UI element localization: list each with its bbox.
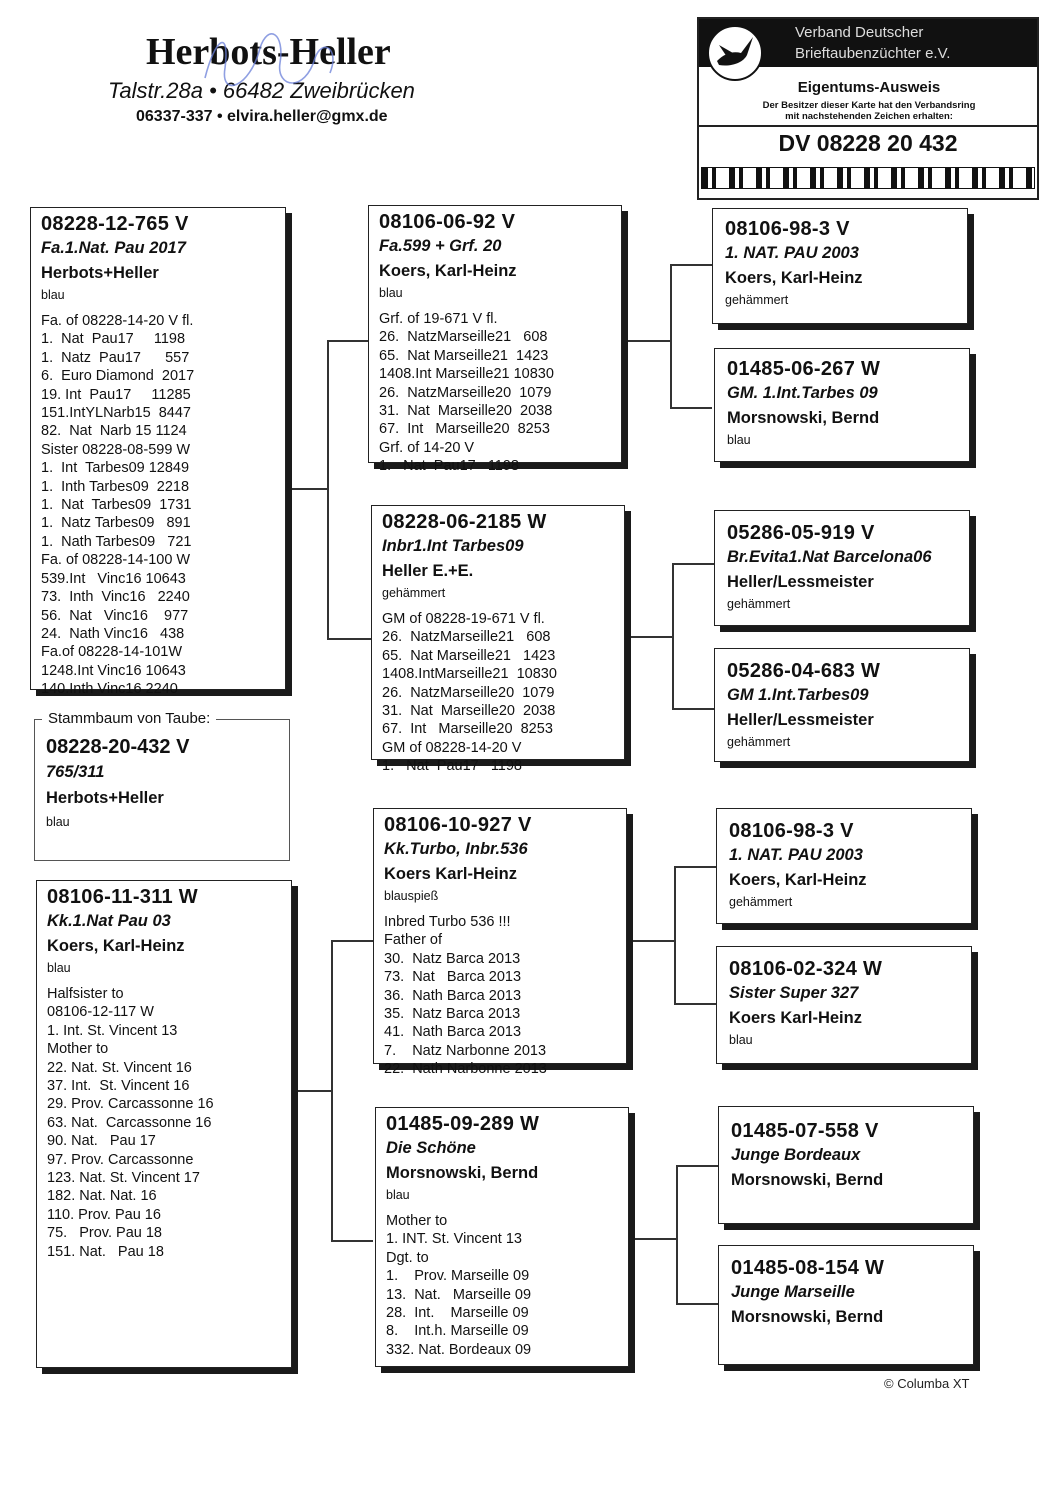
color-label: blau (386, 1188, 410, 1202)
connector (672, 563, 714, 565)
performance-notes: Mother to 1. INT. St. Vincent 13 Dgt. to 1. Prov. Marseille 09 13. Nat. Marseille 09 28. Int. Marseille 09 8. Int.h. Marseille 09 332. Nat. Bordeaux 09 (386, 1213, 532, 1358)
pigeon-title: Junge Marseille (731, 1283, 855, 1301)
pedigree-box-mother (36, 880, 292, 1368)
connector (633, 1238, 677, 1240)
color-label: blau (727, 433, 751, 447)
owner-name: Koers, Karl-Heinz (729, 871, 867, 889)
connector (631, 940, 675, 942)
performance-notes: Fa. of 08228-14-20 V fl. 1. Nat Pau17 1198 1. Natz Pau17 557 6. Euro Diamond 2017 19. Int Pau17 11285 151.IntYLNarb15 8447 82. Nat Narb 15 1124 Sister 08228-08-599 W 1. Int Tarbes09 12849 1. Inth Tarbes09 2218 1. Nat Tarbes09 1731 1. Natz Tarbes09 891 1. Nath Tarbes09 721 Fa. of 08228-14-100 W 539.Int Vinc16 10643 73. Inth Vinc16 2240 56. Nat Vinc16 977 24. Nath Vinc16 438 Fa.of 08228-14-101W 1248.Int Vinc16 10643 140.Inth Vinc16 2240 (41, 313, 195, 698)
owner-name: Heller/Lessmeister (727, 573, 874, 591)
connector (674, 866, 676, 1004)
connector (331, 940, 333, 1241)
connector (670, 407, 712, 409)
owner-name: Morsnowski, Bernd (727, 409, 880, 427)
card-divider (699, 125, 1037, 127)
pigeon-title: Fa.1.Nat. Pau 2017 (41, 239, 186, 257)
ring-number: 01485-09-289 W (386, 1113, 540, 1135)
performance-notes: Inbred Turbo 536 !!! Father of 30. Natz Barca 2013 73. Nat Barca 2013 36. Nath Barca 2013 35. Natz Barca 2013 41. Nath Barca 2013 7. Natz Narbonne 2013 22. Nath Narbonne 2013 (384, 914, 547, 1078)
color-label: blau (729, 1033, 753, 1047)
copyright: © Columba XT (884, 1376, 970, 1391)
pedigree-box-fm (371, 505, 625, 775)
ring-number: 05286-05-919 V (727, 522, 875, 544)
card-pattern-band (701, 167, 1035, 189)
ownership-card (697, 17, 1039, 200)
color-label: gehämmert (729, 895, 793, 909)
performance-notes: GM of 08228-19-671 V fl. 26. NatzMarseille21 608 65. Nat Marseille21 1423 1408.IntMarseille21 10830 26. NatzMarseille20 1079 31. Nat Marseille20 2038 67. Int Marseille20 8253 GM of 08228-14-20 V 1. Nat Pau17 1198 (382, 611, 557, 775)
pedigree-box-mm (375, 1107, 629, 1367)
pigeon-title: GM 1.Int.Tarbes09 (727, 686, 869, 704)
pigeon-title: Sister Super 327 (729, 984, 859, 1002)
pigeon-title: 1. NAT. PAU 2003 (725, 244, 859, 262)
owner-name: Koers Karl-Heinz (729, 1009, 862, 1027)
connector (327, 638, 371, 640)
connector (674, 1003, 716, 1005)
performance-notes: Grf. of 19-671 V fl. 26. NatzMarseille21 608 65. Nat Marseille21 1423 1408.Int Marseille21 10830 26. NatzMarseille20 1079 31. Nat Marseille20 2038 67. Int Marseille20 8253 Grf. of 14-20 V 1. Nat Pau17 1198 (379, 311, 554, 475)
pigeon-title: Br.Evita1.Nat Barcelona06 (727, 548, 932, 566)
owner-name: Heller/Lessmeister (727, 711, 874, 729)
color-label: gehämmert (725, 293, 789, 307)
connector (327, 340, 371, 342)
owner-name: Morsnowski, Bernd (386, 1164, 539, 1182)
subject-label: Stammbaum von Taube: (42, 710, 216, 727)
connector (672, 708, 714, 710)
owner-name: Morsnowski, Bernd (731, 1171, 884, 1189)
color-label: gehämmert (727, 735, 791, 749)
ring-number: 08106-06-92 V (379, 211, 516, 233)
ring-number: 08106-02-324 W (729, 958, 883, 980)
pedigree-box-ff (368, 205, 622, 475)
connector (672, 563, 674, 709)
connector (296, 1090, 332, 1092)
card-org-line2: Brieftaubenzüchter e.V. (795, 45, 951, 62)
ring-number: 08106-10-927 V (384, 814, 532, 836)
card-org-line1: Verband Deutscher (795, 24, 924, 41)
color-label: blauspieß (384, 889, 439, 903)
pedigree-box-fff (712, 208, 968, 324)
pigeon-title: Inbr1.Int Tarbes09 (382, 537, 524, 555)
color-label: blau (41, 288, 65, 302)
color-label: blau (47, 961, 71, 975)
ring-number: 08106-98-3 V (725, 218, 850, 240)
pedigree-box-ffm (714, 348, 970, 462)
pedigree-box-mf (373, 808, 627, 1078)
connector (327, 340, 329, 639)
owner-name: Heller E.+E. (382, 562, 474, 580)
connector (627, 340, 671, 342)
ring-number: 08106-98-3 V (729, 820, 854, 842)
connector (670, 264, 672, 408)
owner-name: Herbots+Heller (41, 264, 159, 282)
breeder-contact: 06337-337 • elvira.heller@gmx.de (136, 108, 388, 125)
card-title: Eigentums-Ausweis (797, 79, 941, 96)
pigeon-title: Fa.599 + Grf. 20 (379, 237, 502, 255)
performance-notes: Halfsister to 08106-12-117 W 1. Int. St. Vincent 13 Mother to 22. Nat. St. Vincent 16 37. Int. St. Vincent 16 29. Prov. Carcassonne 16 63. Nat. Carcassonne 16 90. Nat. Pau 17 97. Prov. Carcassonne 123. Nat. St. Vincent 17 182. Nat. Nat. 16 110. Prov. Pau 16 75. Prov. Pau 18 151. Nat. Pau 18 (47, 986, 214, 1260)
pigeon-title: Die Schöne (386, 1139, 476, 1157)
pedigree-box-mfm (716, 946, 972, 1064)
pedigree-box-mmf (718, 1106, 974, 1224)
owner-name: Koers Karl-Heinz (384, 865, 517, 883)
pigeon-title: Junge Bordeaux (731, 1146, 861, 1164)
pedigree-box-father (30, 207, 286, 698)
signature-scribble (190, 18, 360, 113)
connector (674, 866, 716, 868)
pedigree-box-mff (716, 808, 972, 924)
pigeon-title: 1. NAT. PAU 2003 (729, 846, 863, 864)
connector (290, 488, 328, 490)
ring-number: 01485-07-558 V (731, 1120, 879, 1142)
pigeon-title: Kk.1.Nat Pau 03 (47, 912, 171, 930)
ring-number: 01485-06-267 W (727, 358, 881, 380)
color-label: gehämmert (382, 586, 446, 600)
pedigree-box-mmm (718, 1245, 974, 1365)
subject-ring: 08228-20-432 V (46, 736, 190, 758)
ring-number: 08228-06-2185 W (382, 511, 547, 533)
ring-number: 08228-12-765 V (41, 213, 189, 235)
subject-title: 765/311 (46, 763, 105, 781)
color-label: blau (379, 286, 403, 300)
breeder-address: Talstr.28a • 66482 Zweibrücken (108, 78, 415, 103)
ring-number: 08106-11-311 W (47, 886, 198, 908)
pigeon-title: GM. 1.Int.Tarbes 09 (727, 384, 878, 402)
connector (676, 1165, 718, 1167)
owner-name: Koers, Karl-Heinz (47, 937, 185, 955)
owner-name: Morsnowski, Bernd (731, 1308, 884, 1326)
connector (631, 636, 673, 638)
owner-name: Koers, Karl-Heinz (725, 269, 863, 287)
pigeon-title: Kk.Turbo, Inbr.536 (384, 840, 528, 858)
connector (331, 940, 373, 942)
card-desc-line1: Der Besitzer dieser Karte hat den Verbandsring (762, 100, 976, 111)
card-desc-line2: mit nachstehenden Zeichen erhalten: (785, 111, 953, 122)
breeder-name: Herbots-Heller (146, 31, 391, 73)
pedigree-box-fmm (714, 648, 970, 762)
pedigree-box-fmf (714, 510, 970, 626)
ring-number: 01485-08-154 W (731, 1257, 885, 1279)
owner-name: Koers, Karl-Heinz (379, 262, 517, 280)
connector (331, 1240, 373, 1242)
connector (676, 1165, 678, 1304)
ring-number: 05286-04-683 W (727, 660, 881, 682)
subject-color: blau (46, 815, 70, 829)
connector (676, 1303, 718, 1305)
card-ring-number: DV 08228 20 432 (778, 130, 958, 156)
color-label: gehämmert (727, 597, 791, 611)
connector (670, 264, 712, 266)
subject-owner: Herbots+Heller (46, 789, 164, 807)
pigeon-logo-icon (705, 23, 765, 83)
